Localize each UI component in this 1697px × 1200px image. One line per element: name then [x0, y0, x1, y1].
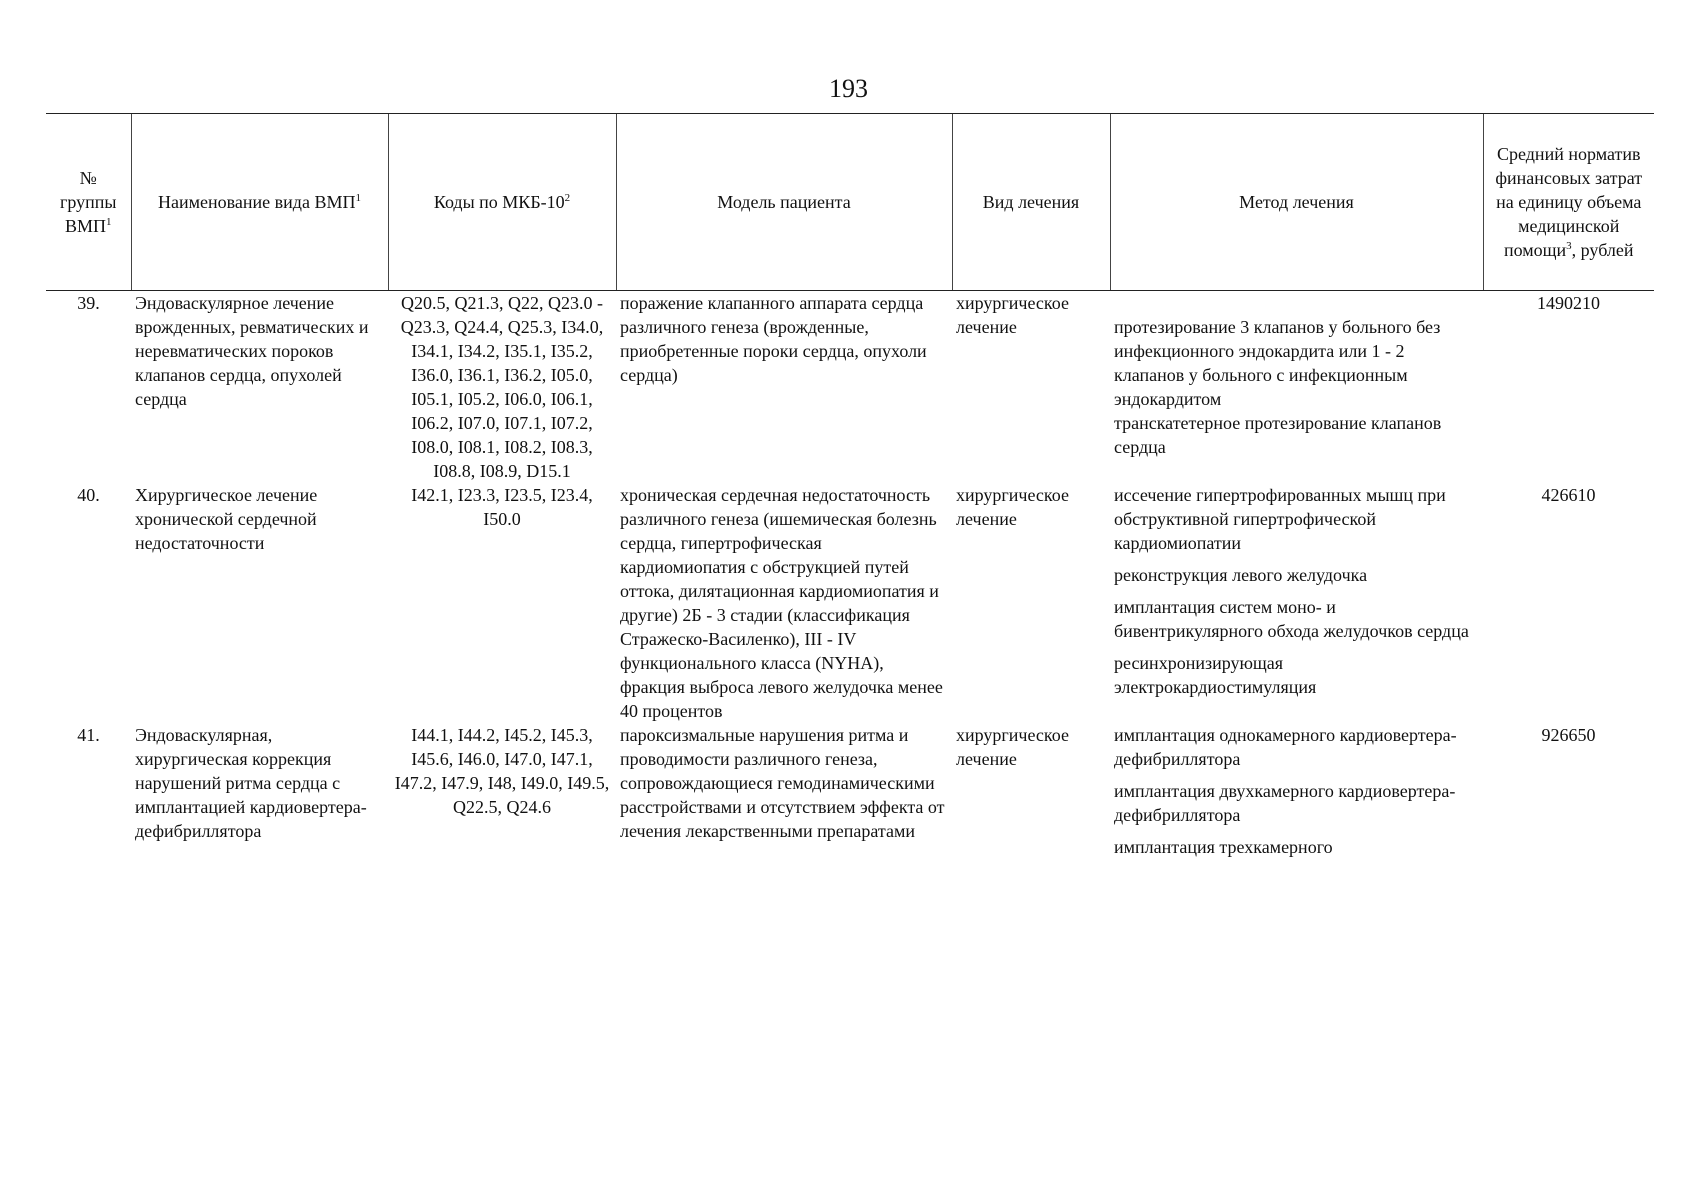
icd-codes: Q20.5, Q21.3, Q22, Q23.0 - Q23.3, Q24.4, Q25.3, I34.0, I34.1, I34.2, I35.1, I35.2, I36.0, I36.1, I36.2, I05.0, I05.1, I05.2, I06.0, I06.1, I06.2, I07.0, I07.1, I07.2, I08.0, I08.1, I08.2, I08.3, I08.8, I08.9, D15.1 [400, 293, 604, 481]
header-group-number: № группы ВМП$^1$ [46, 114, 131, 291]
treatment-type: хирургическое лечение [956, 293, 1069, 337]
patient-model: хроническая сердечная недостаточность различного генеза (ишемическая болезнь сердца, гипертрофическая кардиомиопатия с обструкцией путей оттока, дилятационная кардиомиопатия и другие) 2Б - 3 стадии (классификация Стражеско-Василенко), III - IV функционального класса (NYHA), фракция выброса левого желудочка менее 40 процентов [620, 485, 943, 721]
page-number: 193 [829, 74, 868, 103]
treatment-method: реконструкция левого желудочка [1114, 565, 1368, 585]
treatment-methods [1110, 723, 1483, 859]
patient-model: поражение клапанного аппарата сердца различного генеза (врожденные, приобретенные пороки сердца, опухоли сердца) [620, 293, 927, 385]
average-cost: 1490210 [1537, 293, 1600, 313]
average-cost: 426610 [1541, 485, 1596, 505]
group-number: 39. [77, 293, 100, 313]
vmp-name: Эндоваскулярная, хирургическая коррекция нарушений ритма сердца с имплантацией кардиовертера-дефибриллятора [135, 725, 367, 841]
vmp-name: Эндоваскулярное лечение врожденных, ревматических и неревматических пороков клапанов сердца, опухолей сердца [135, 293, 369, 409]
table-header [46, 114, 1654, 291]
group-number: 41. [77, 725, 100, 745]
patient-model: пароксизмальные нарушения ритма и проводимости различного генеза, сопровождающиеся гемодинамическими расстройствами и отсутствием эффекта от лечения лекарственными препаратами [620, 725, 945, 841]
header-patient-model: Модель пациента [616, 114, 952, 291]
treatment-method: ресинхронизирующая электрокардиостимуляция [1114, 653, 1317, 697]
treatment-method: протезирование 3 клапанов у больного без инфекционного эндокардита или 1 - 2 клапанов у больного с инфекционным эндокардитом [1114, 317, 1441, 409]
table-row [46, 291, 1654, 484]
header-vmp-name: Наименование вида ВМП$^1$ [131, 114, 388, 291]
treatment-method: иссечение гипертрофированных мышц при обструктивной гипертрофической кардиомиопатии [1114, 485, 1446, 553]
treatment-method: имплантация систем моно- и бивентрикулярного обхода желудочков сердца [1114, 597, 1469, 641]
average-cost: 926650 [1541, 725, 1596, 745]
treatment-method: транскатетерное протезирование клапанов сердца [1114, 413, 1442, 457]
icd-codes: I42.1, I23.3, I23.5, I23.4, I50.0 [411, 485, 593, 529]
header-icd-codes: Коды по МКБ-$10^2$ [388, 114, 616, 291]
header-average-cost: Средний норматив финансовых затрат на единицу объема медицинской помощи$^3$, рублей [1483, 114, 1654, 291]
header-treatment-type: Вид лечения [952, 114, 1110, 291]
treatment-method: имплантация однокамерного кардиовертера-дефибриллятора [1114, 725, 1457, 769]
treatment-methods [1110, 291, 1483, 484]
group-number: 40. [77, 485, 100, 505]
treatment-method: имплантация трехкамерного [1114, 837, 1333, 857]
treatment-type: хирургическое лечение [956, 725, 1069, 769]
vmp-name: Хирургическое лечение хронической сердечной недостаточности [135, 485, 318, 553]
vmp-table [46, 113, 1654, 859]
icd-codes: I44.1, I44.2, I45.2, I45.3, I45.6, I46.0, I47.0, I47.1, I47.2, I47.9, I48, I49.0, I49.5, Q22.5, Q24.6 [394, 725, 610, 817]
treatment-method: имплантация двухкамерного кардиовертера-дефибриллятора [1114, 781, 1456, 825]
treatment-type: хирургическое лечение [956, 485, 1069, 529]
table-row [46, 723, 1654, 859]
header-treatment-method: Метод лечения [1110, 114, 1483, 291]
treatment-methods [1110, 483, 1483, 723]
table-row [46, 483, 1654, 723]
